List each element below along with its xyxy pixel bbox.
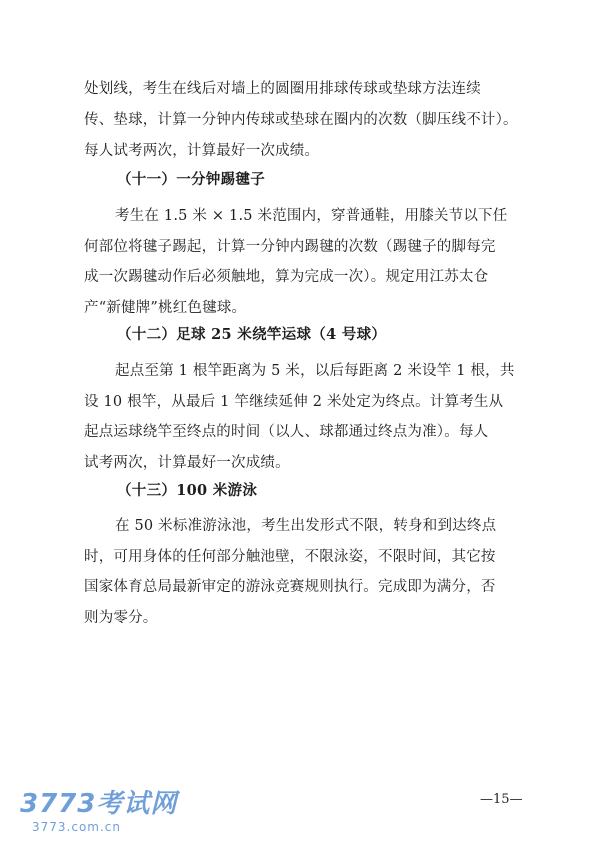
paragraph-line: 起点运球绕竿至终点的时间（以人、球都通过终点为准）。每人 (84, 424, 489, 440)
paragraph-line: 时，可用身体的任何部分触池壁，不限泳姿，不限时间，其它按 (84, 549, 496, 565)
paragraph-line: 考生在 1.5 米 × 1.5 米范围内，穿普通鞋，用膝关节以下任 (115, 208, 508, 224)
paragraph-line: 试考两次，计算最好一次成绩。 (84, 455, 290, 471)
site-watermark-logo (20, 789, 190, 839)
paragraph-line: 每人试考两次，计算最好一次成绩。 (84, 143, 320, 159)
watermark-title: 3773考试网 (20, 789, 178, 819)
section-heading: （十二）足球 25 米绕竿运球（4 号球） (117, 326, 387, 343)
paragraph-line: 成一次踢毽动作后必须触地，算为完成一次）。规定用江苏太仓 (84, 269, 489, 285)
paragraph-line: 起点至第 1 根竿距离为 5 米，以后每距离 2 米设竿 1 根，共 (115, 363, 515, 379)
paragraph-line: 设 10 根竿，从最后 1 竿继续延伸 2 米处定为终点。计算考生从 (84, 394, 504, 410)
paragraph-line: 国家体育总局最新审定的游泳竞赛规则执行。完成即为满分，否 (84, 579, 496, 595)
section-heading: （十三）100 米游泳 (117, 482, 258, 499)
paragraph-line: 则为零分。 (84, 610, 158, 626)
paragraph-line: 传、垫球，计算一分钟内传球或垫球在圈内的次数（脚压线不计）。 (84, 112, 518, 128)
paragraph-line: 产“新健牌”桃红色毽球。 (84, 300, 247, 316)
paragraph-line: 在 50 米标准游泳池，考生出发形式不限，转身和到达终点 (115, 518, 497, 534)
page-number: —15— (480, 792, 523, 807)
watermark-url: 3773.com.cn (32, 820, 121, 834)
paragraph-line: 处划线，考生在线后对墙上的圆圈用排球传球或垫球方法连续 (84, 81, 481, 97)
paragraph-line: 何部位将毽子踢起，计算一分钟内踢毽的次数（踢毽子的脚每完 (84, 239, 496, 255)
section-heading: （十一）一分钟踢毽子 (117, 171, 265, 188)
